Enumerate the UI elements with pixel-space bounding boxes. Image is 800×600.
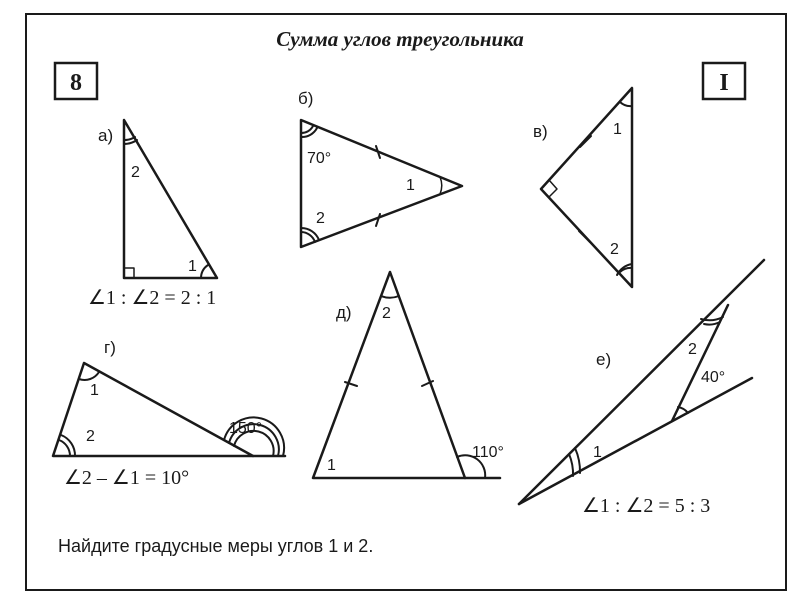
angle-label-2: 2	[316, 210, 325, 227]
angle-label-2: 2	[86, 428, 95, 445]
angle-arc	[124, 137, 135, 140]
triangle-a	[124, 120, 217, 278]
angle-label-2: 2	[382, 305, 391, 322]
angle-arc	[678, 407, 688, 413]
right-angle-mark	[541, 180, 557, 197]
exterior-angle-150: 150°	[229, 420, 263, 437]
problem-a	[88, 120, 217, 309]
equal-tick	[376, 214, 380, 226]
problem-b	[298, 89, 462, 247]
problem-g	[53, 338, 285, 489]
base-ray	[519, 378, 752, 504]
triangle-b	[301, 120, 462, 247]
worksheet-number-badge	[55, 63, 97, 99]
level-number: I	[719, 70, 729, 96]
angle-arc	[381, 296, 399, 298]
given-angle-70: 70°	[307, 150, 332, 167]
angle-arc	[79, 372, 99, 380]
angle-label-1: 1	[613, 121, 622, 138]
equal-tick	[579, 231, 590, 242]
problem-g-letter: г)	[104, 338, 116, 357]
angle-arc	[301, 126, 313, 133]
angle-label-1: 1	[188, 258, 197, 275]
problem-d-letter: д)	[336, 303, 352, 322]
problem-v-letter: в)	[533, 122, 548, 141]
angle-label-2: 2	[610, 241, 619, 258]
condition-e: ∠1 : ∠2 = 5 : 3	[582, 495, 711, 517]
angle-label-2: 2	[131, 164, 140, 181]
exterior-angle-110: 110°	[472, 444, 504, 461]
given-angle-40: 40°	[701, 369, 726, 386]
problem-d	[313, 272, 504, 478]
problem-b-letter: б)	[298, 89, 314, 108]
angle-arc	[440, 177, 442, 194]
problem-a-letter: а)	[98, 126, 114, 145]
worksheet-title: Сумма углов треугольника	[276, 27, 524, 51]
angle-label-1: 1	[327, 457, 336, 474]
angle-arc	[201, 265, 208, 278]
condition-a: ∠1 : ∠2 = 2 : 1	[88, 287, 217, 309]
right-angle-mark	[124, 268, 134, 278]
worksheet-number: 8	[70, 70, 82, 96]
triangle-g	[53, 363, 253, 456]
angle-label-1: 1	[593, 444, 602, 461]
problem-v	[533, 88, 632, 287]
angle-arc	[569, 454, 573, 476]
condition-g: ∠2 – ∠1 = 10°	[64, 467, 190, 489]
instruction-text: Найдите градусные меры углов 1 и 2.	[58, 536, 374, 556]
angle-arc	[301, 232, 315, 242]
angle-arc	[575, 448, 580, 473]
angle-arc	[620, 102, 632, 106]
level-badge	[703, 63, 745, 99]
angle-label-1: 1	[406, 177, 415, 194]
angle-label-1: 1	[90, 382, 99, 399]
angle-arc	[59, 440, 70, 456]
equal-tick	[580, 136, 591, 147]
problem-e	[519, 260, 764, 517]
problem-e-letter: е)	[596, 350, 612, 369]
long-side	[519, 260, 764, 504]
angle-arc	[61, 435, 75, 456]
angle-label-2: 2	[688, 341, 697, 358]
